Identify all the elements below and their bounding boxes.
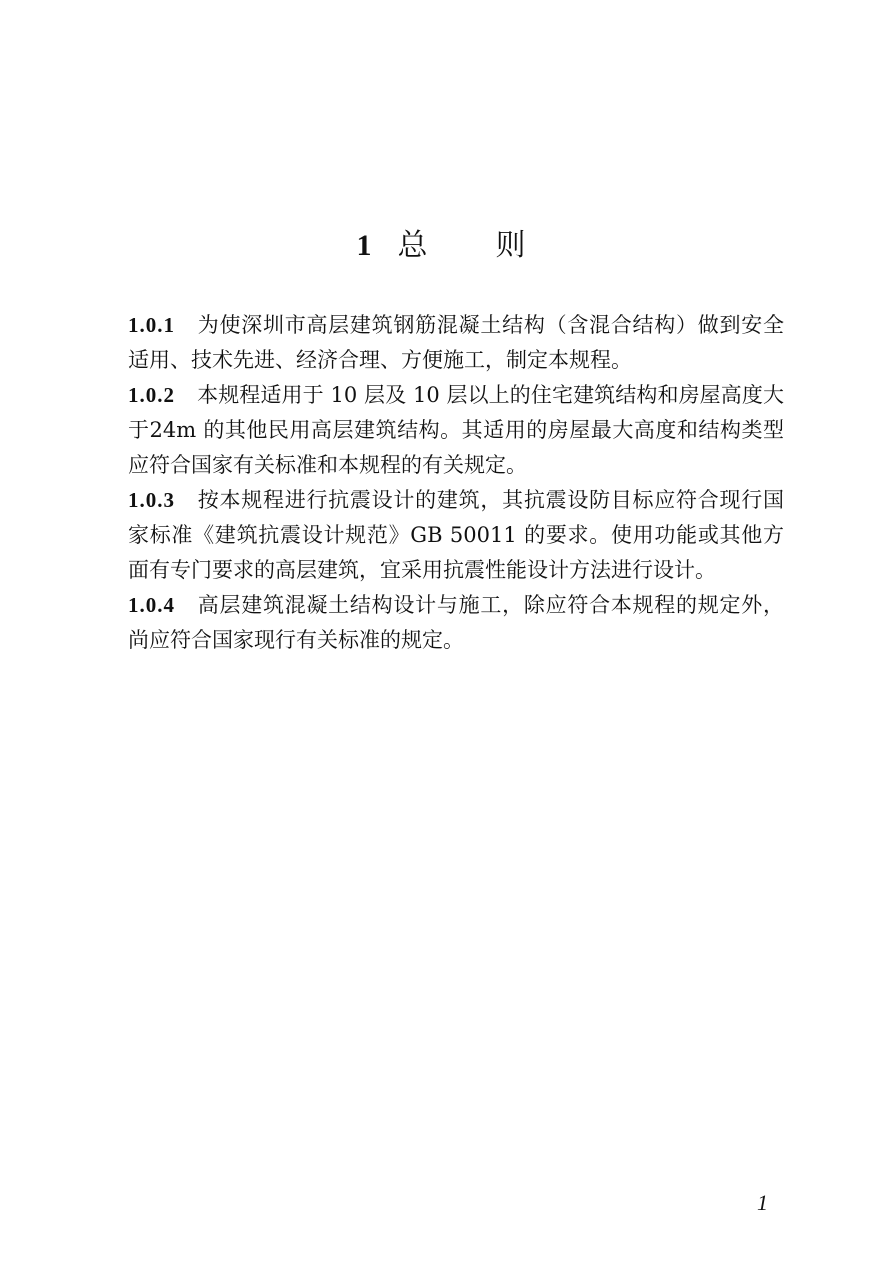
clause-text: 本规程适用于 10 层及 10 层以上的住宅建筑结构和房屋高度大于24m 的其他民用高层建筑结构。其适用的房屋最大高度和结构类型应符合国家有关标准和本规程的有关规定。 bbox=[128, 383, 784, 477]
clause-number: 1.0.4 bbox=[128, 593, 175, 617]
clause-1-0-1 bbox=[128, 308, 784, 378]
chapter-title: 总则 bbox=[397, 228, 594, 263]
chapter-heading bbox=[0, 224, 882, 268]
clause-1-0-2 bbox=[128, 378, 784, 483]
page-number: 1 bbox=[757, 1190, 768, 1215]
chapter-number: 1 bbox=[356, 229, 372, 262]
clause-1-0-4 bbox=[128, 588, 784, 658]
clause-1-0-3 bbox=[128, 483, 784, 588]
clause-number: 1.0.2 bbox=[128, 383, 175, 407]
clause-text: 高层建筑混凝土结构设计与施工，除应符合本规程的规定外，尚应符合国家现行有关标准的规定。 bbox=[128, 593, 784, 652]
clause-number: 1.0.1 bbox=[128, 313, 175, 337]
clause-text: 为使深圳市高层建筑钢筋混凝土结构（含混合结构）做到安全适用、技术先进、经济合理、方便施工，制定本规程。 bbox=[128, 313, 784, 372]
clause-text: 按本规程进行抗震设计的建筑，其抗震设防目标应符合现行国家标准《建筑抗震设计规范》GB 50011 的要求。使用功能或其他方面有专门要求的高层建筑，宜采用抗震性能设计方法进行设计。 bbox=[128, 488, 784, 582]
clause-number: 1.0.3 bbox=[128, 488, 175, 512]
clauses-body bbox=[128, 308, 784, 658]
